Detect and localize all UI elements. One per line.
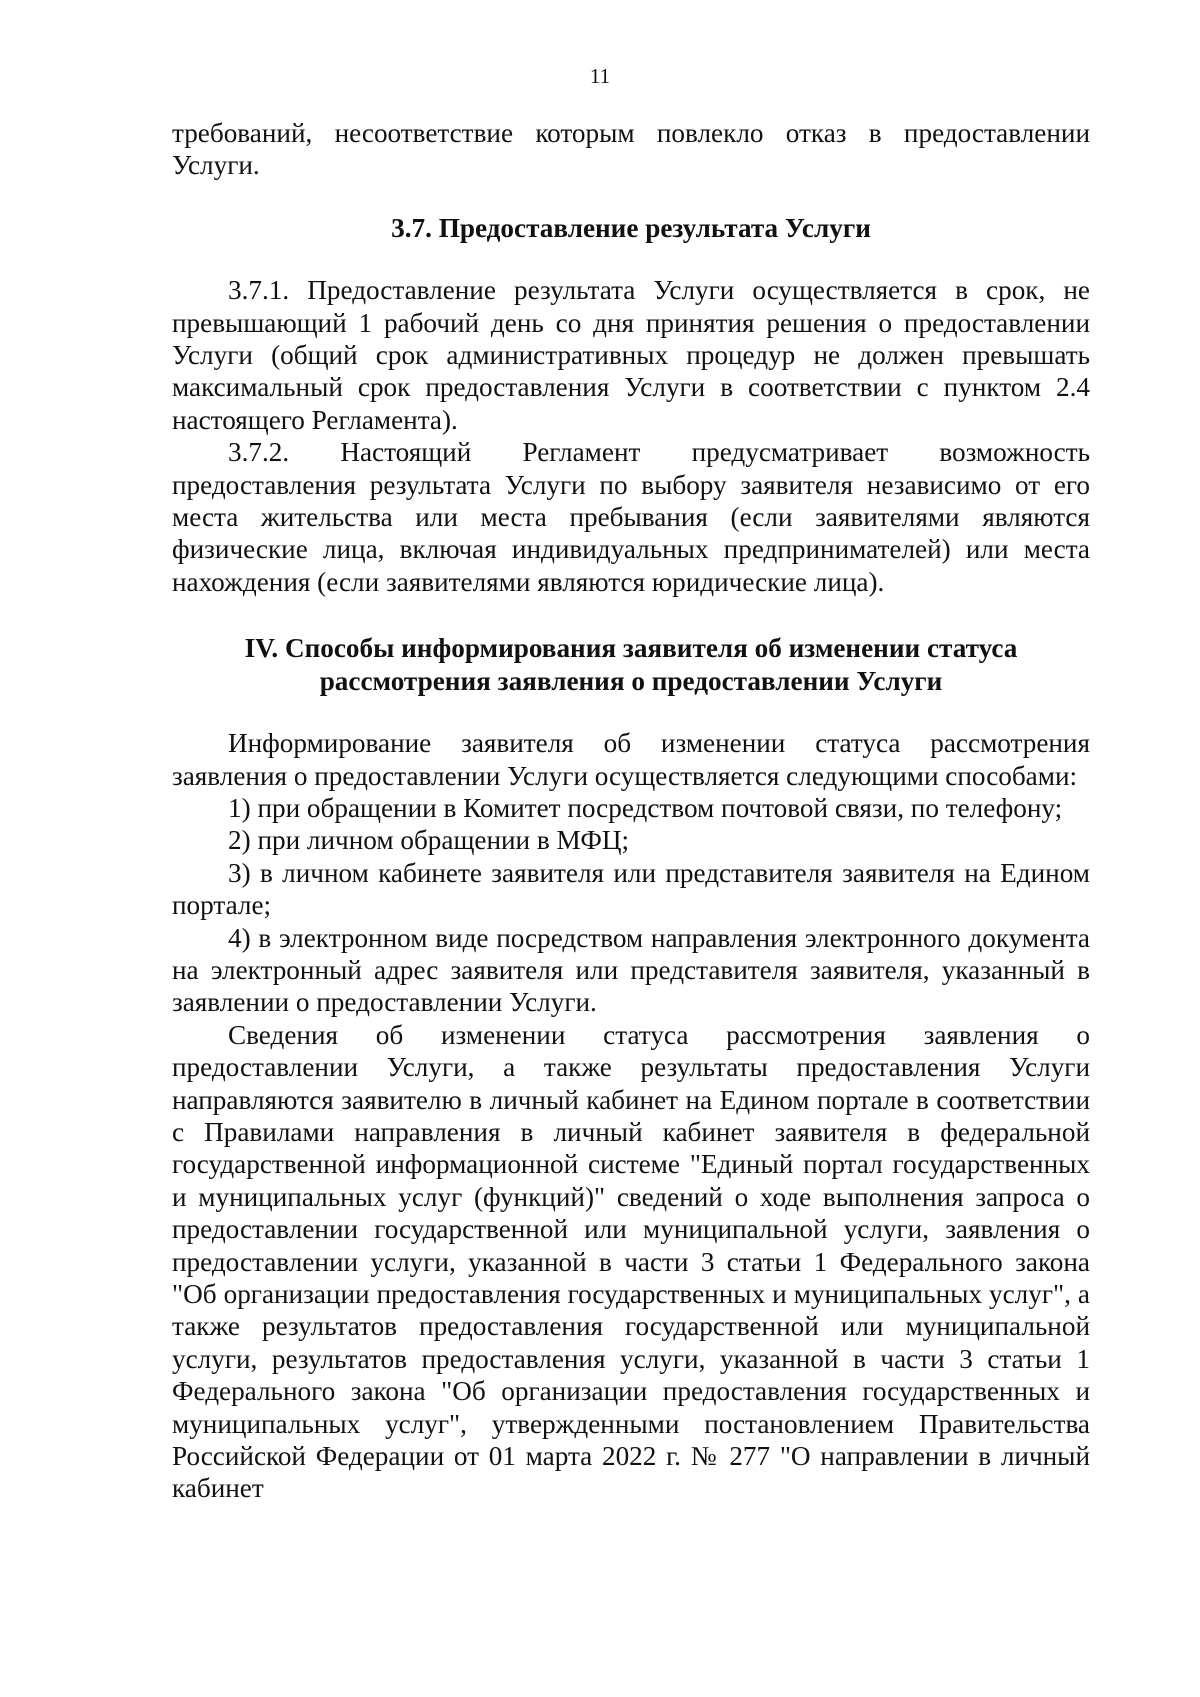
section-iv-final-paragraph: Сведения об изменении статуса рассмотрения заявления о предоставлении Услуги, а также результаты предоставления Услуги направляются заявителю в личный кабинет на Едином портале в соответствии с Правилами направления в личный кабинет заявителя в федеральной государственной информационной системе "Единый портал государственных и муниципальных услуг (функций)" сведений о ходе выполнения запроса о предоставлении государственной или муниципальной услуги, заявления о предоставлении услуги, указанной в части 3 статьи 1 Федерального закона "Об организации предоставления государственных и муниципальных услуг", а также результатов предоставления государственной или муниципальной услуги, результатов предоставления услуги, указанной в части 3 статьи 1 Федерального закона "Об организации предоставления государственных и муниципальных услуг", утвержденными постановлением Правительства Российской Федерации от 01 марта 2022 г. № 277 "О направлении в личный кабинет xyxy=(172,1019,1090,1504)
section-iv-intro: Информирование заявителя об изменении статуса рассмотрения заявления о предоставлении Услуги осуществляется следующими способами: xyxy=(172,728,1090,791)
list-item-4: 4) в электронном виде посредством направления электронного документа на электронный адрес заявителя или представителя заявителя, указанный в заявлении о предоставлении Услуги. xyxy=(172,922,1090,1018)
section-iv-heading-line-2: рассмотрения заявления о предоставлении Услуги xyxy=(319,665,943,696)
continuation-paragraph: требований, несоответствие которым повлекло отказ в предоставлении Услуги. xyxy=(172,118,1090,181)
section-3-7-heading: 3.7. Предоставление результата Услуги xyxy=(391,212,871,243)
list-item-1: 1) при обращении в Комитет посредством почтовой связи, по телефону; xyxy=(228,792,1063,823)
list-item-3: 3) в личном кабинете заявителя или представителя заявителя на Едином портале; xyxy=(172,857,1090,921)
section-iv-heading-line-1: IV. Способы информирования заявителя об изменении статуса xyxy=(244,633,1018,664)
list-item-2: 2) при личном обращении в МФЦ; xyxy=(228,825,630,856)
paragraph-3-7-1: 3.7.1. Предоставление результата Услуги осуществляется в срок, не превышающий 1 рабочий день со дня принятия решения о предоставлении Услуги (общий срок административных процедур не должен превышать максимальный срок предоставления Услуги в соответствии с пунктом 2.4 настоящего Регламента). xyxy=(172,275,1090,435)
document-body xyxy=(172,117,1090,1505)
page-number: 11 xyxy=(589,64,611,88)
section-iv-heading xyxy=(172,632,1090,697)
paragraph-3-7-2: 3.7.2. Настоящий Регламент предусматривает возможность предоставления результата Услуги по выбору заявителя независимо от его места жительства или места пребывания (если заявителями являются физические лица, включая индивидуальных предпринимателей) или места нахождения (если заявителями являются юридические лица). xyxy=(172,437,1090,597)
